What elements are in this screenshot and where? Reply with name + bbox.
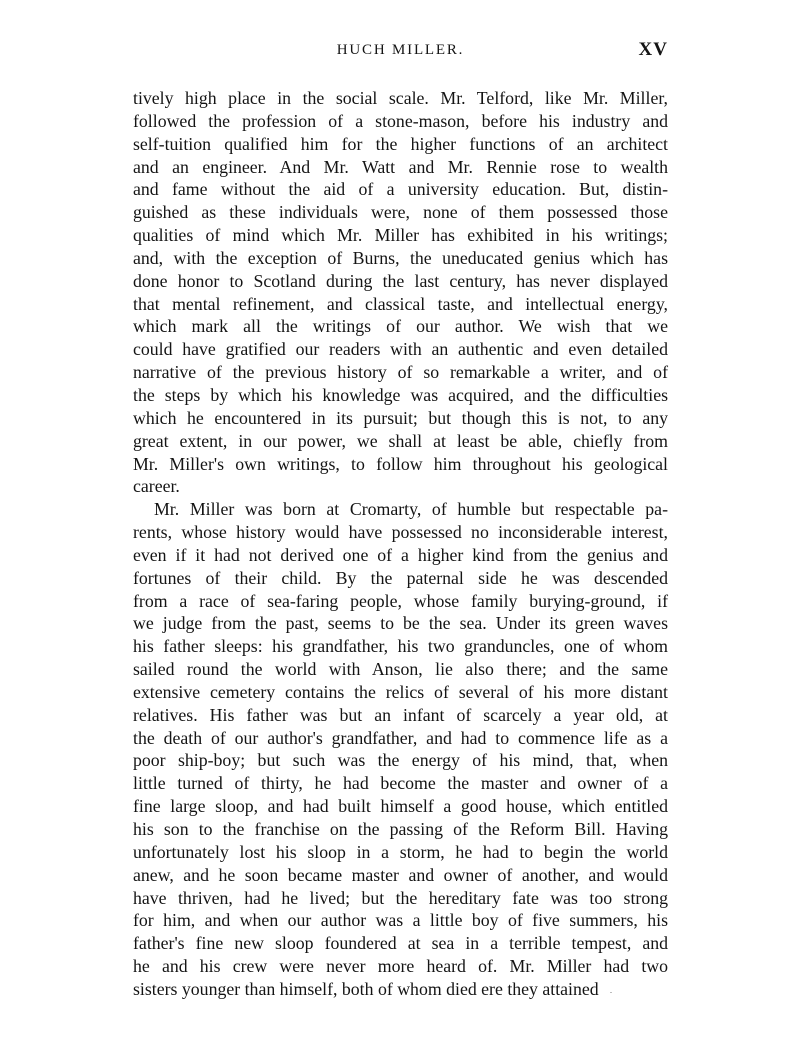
text-line: which he encountered in its pursuit; but though this is not, to any xyxy=(133,407,668,428)
text-line: career. xyxy=(133,476,180,497)
text-line: narrative of the previous history of so remarkable a writer, and of xyxy=(133,362,668,383)
body-text xyxy=(133,87,668,1001)
text-line: little turned of thirty, he had become the master and owner of a xyxy=(133,773,668,794)
text-line: followed the profession of a stone-mason, before his industry and xyxy=(133,110,668,131)
text-line: father's fine new sloop foundered at sea in a terrible tempest, and xyxy=(133,933,668,954)
text-line: from a race of sea-faring people, whose family burying-ground, if xyxy=(133,590,668,611)
text-line: fortunes of their child. By the paternal side he was descended xyxy=(133,567,668,588)
text-line: fine large sloop, and had built himself a good house, which entitled xyxy=(133,796,668,817)
text-line: his son to the franchise on the passing of the Reform Bill. Having xyxy=(133,819,668,839)
text-line: sailed round the world with Anson, lie also there; and the same xyxy=(133,659,668,680)
text-line: unfortunately lost his sloop in a storm, he had to begin the world xyxy=(133,841,668,862)
text-line: even if it had not derived one of a higher kind from the genius and xyxy=(133,544,668,565)
text-line: sisters younger than himself, both of whom died ere they attained xyxy=(133,978,599,999)
text-line: qualities of mind which Mr. Miller has exhibited in his writings; xyxy=(133,225,668,246)
text-line: he and his crew were never more heard of. Mr. Miller had two xyxy=(133,956,668,977)
text-line: and fame without the aid of a university education. But, distin- xyxy=(133,179,668,200)
text-line: tively high place in the social scale. Mr. Telford, like Mr. Miller, xyxy=(133,88,668,108)
text-line: Mr. Miller's own writings, to follow him throughout his geological xyxy=(133,453,668,474)
text-line: done honor to Scotland during the last century, has never displayed xyxy=(133,270,668,291)
running-head xyxy=(133,39,668,63)
text-line: which mark all the writings of our author. We wish that we xyxy=(133,316,668,337)
text-line: anew, and he soon became master and owner of another, and would xyxy=(133,864,668,885)
text-line: the death of our author's grandfather, and had to commence life as a xyxy=(133,727,668,748)
text-line: his father sleeps: his grandfather, his two granduncles, one of whom xyxy=(133,636,668,657)
text-line: Mr. Miller was born at Cromarty, of humble but respectable pa- xyxy=(154,499,668,520)
text-line: relatives. His father was but an infant of scarcely a year old, at xyxy=(133,704,668,725)
paragraph xyxy=(133,87,668,498)
text-line: that mental refinement, and classical taste, and intellectual energy, xyxy=(133,293,668,314)
text-line: self-tuition qualified him for the higher functions of an architect xyxy=(133,133,668,154)
text-line: the steps by which his knowledge was acquired, and the difficulties xyxy=(133,384,668,405)
text-line: we judge from the past, seems to be the sea. Under its green waves xyxy=(133,613,668,634)
text-line: and, with the exception of Burns, the uneducated genius which has xyxy=(133,247,668,268)
text-line: great extent, in our power, we shall at least be able, chiefly from xyxy=(133,430,668,451)
text-line: poor ship-boy; but such was the energy of his mind, that, when xyxy=(133,750,668,771)
paragraph xyxy=(133,498,668,1001)
paper-speck xyxy=(610,992,612,993)
text-line: could have gratified our readers with an authentic and even detailed xyxy=(133,339,668,360)
text-line: guished as these individuals were, none of them possessed those xyxy=(133,202,668,223)
text-line: extensive cemetery contains the relics of several of his more distant xyxy=(133,681,668,702)
text-line: have thriven, had he lived; but the hereditary fate was too strong xyxy=(133,887,668,908)
running-title: HUCH MILLER. xyxy=(336,42,465,58)
page-number: XV xyxy=(638,39,668,60)
text-line: rents, whose history would have possessed no inconsiderable interest, xyxy=(133,522,668,543)
text-line: for him, and when our author was a little boy of five summers, his xyxy=(133,910,668,931)
text-line: and an engineer. And Mr. Watt and Mr. Rennie rose to wealth xyxy=(133,156,668,177)
